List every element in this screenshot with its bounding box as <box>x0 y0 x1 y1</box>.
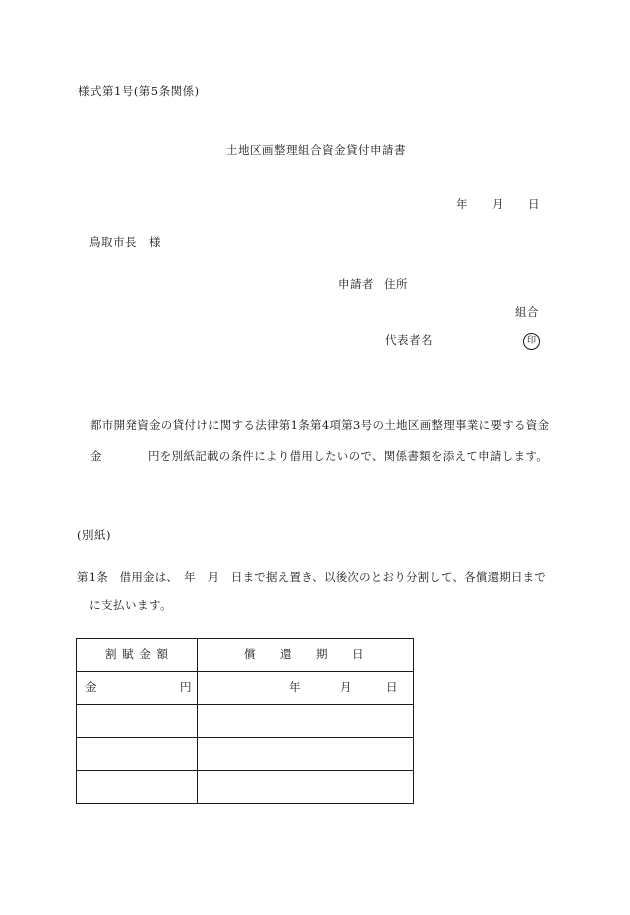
date-cell <box>198 738 414 771</box>
seal-mark: 印 <box>523 333 540 350</box>
amount-cell <box>77 672 198 705</box>
header-amount-label: 割 賦 金 額 <box>105 647 169 661</box>
article-line-2: に支払います。 <box>89 598 173 612</box>
article-line-1: 第1条 借用金は、 年 月 日まで据え置き、以後次のとおり分割して、各償還期日まで <box>77 570 547 584</box>
table-header-row <box>77 639 414 672</box>
date-cell <box>198 672 414 705</box>
header-repayment-date-label: 償 還 期 日 <box>244 647 364 661</box>
applicant-label: 申請者 <box>338 277 374 291</box>
table-row <box>77 738 414 771</box>
body-line-2: 円を別紙記載の条件により借用したいので、関係書類を添えて申請します。 <box>148 449 549 463</box>
amount-cell <box>77 771 198 804</box>
table-row <box>77 672 414 705</box>
row-day: 日 <box>386 680 398 694</box>
body-line-1: 都市開発資金の貸付けに関する法律第1条第4項第3号の土地区画整理事業に要する資金 <box>90 418 550 432</box>
table-row <box>77 705 414 738</box>
document-title: 土地区画整理組合資金貸付申請書 <box>226 143 406 157</box>
representative-label: 代表者名 <box>385 333 433 347</box>
form-number: 様式第1号(第5条関係) <box>78 84 200 98</box>
union-label: 組合 <box>515 305 539 319</box>
repayment-schedule-table <box>76 638 414 804</box>
address-label: 住所 <box>384 277 408 291</box>
date-month: 月 <box>492 197 504 211</box>
table-row <box>77 771 414 804</box>
header-repayment-date <box>198 639 414 672</box>
body-amount-prefix: 金 <box>90 449 102 463</box>
date-cell <box>198 771 414 804</box>
row-year: 年 <box>289 680 301 694</box>
amount-cell <box>77 705 198 738</box>
addressee: 鳥取市長 様 <box>89 235 161 249</box>
amount-cell <box>77 738 198 771</box>
date-day: 日 <box>528 197 540 211</box>
row-month: 月 <box>340 680 352 694</box>
attachment-heading: (別紙) <box>77 528 111 542</box>
amount-suffix: 円 <box>180 680 192 694</box>
date-year: 年 <box>456 197 468 211</box>
amount-prefix: 金 <box>85 680 97 694</box>
header-amount <box>77 639 198 672</box>
date-cell <box>198 705 414 738</box>
